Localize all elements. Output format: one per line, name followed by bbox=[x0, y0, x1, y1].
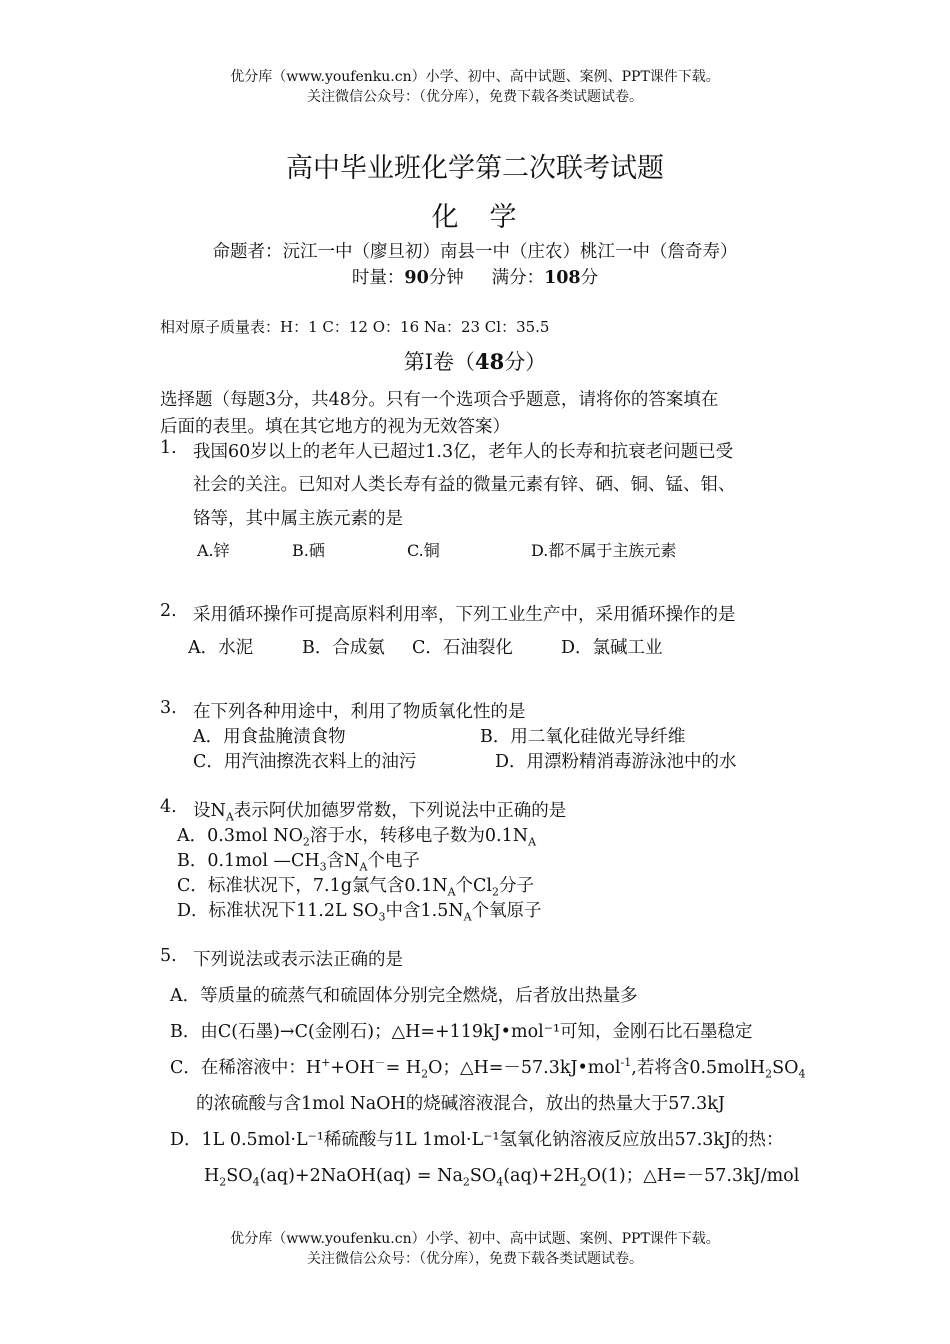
q5-option-d-line-2: $H_2SO_4(aq)+2NaOH(aq) = Na_2SO_4(aq)+2H_2O(1)$；△H=－57.3kJ/mol bbox=[204, 1166, 800, 1189]
q1-line-1: 我国60岁以上的老年人已超过1.3亿，老年人的长寿和抗衰老问题已受 bbox=[193, 442, 734, 462]
q1-number: 1. bbox=[160, 438, 177, 458]
q5-number: 5. bbox=[160, 946, 177, 966]
time-label: 时量： bbox=[351, 268, 405, 288]
q4-option-a: A．0.3mol $NO_2$溶于水，转移电子数为$0.1N_A$ bbox=[177, 826, 537, 849]
q1-option-a: A.锌 bbox=[197, 541, 230, 560]
instructions-line-2: 后面的表里。填在其它地方的视为无效答案） bbox=[160, 417, 510, 437]
q5-option-a: A．等质量的硫蒸气和硫固体分别完全燃烧，后者放出热量多 bbox=[170, 986, 638, 1006]
q2-option-d: D．氯碱工业 bbox=[561, 638, 663, 658]
authors-line: 命题者：沅江一中（廖旦初）南县一中（庄农）桃江一中（詹奇寿） bbox=[212, 242, 738, 262]
time-score-line bbox=[0, 264, 950, 289]
q4-number: 4. bbox=[160, 797, 177, 817]
q2-option-a: A．水泥 bbox=[188, 638, 254, 658]
q3-option-d: D．用漂粉精消毒游泳池中的水 bbox=[495, 752, 737, 772]
time-unit: 分钟 bbox=[428, 268, 464, 288]
score-value: 108 bbox=[544, 268, 581, 288]
header-line-1: 优分库（www.youfenku.cn）小学、初中、高中试题、案例、PPT课件下载。 bbox=[230, 69, 720, 85]
exam-title: 高中毕业班化学第二次联考试题 bbox=[286, 153, 664, 184]
q1-line-3: 铬等，其中属主族元素的是 bbox=[193, 509, 403, 529]
q3-option-b: B．用二氧化硅做光导纤维 bbox=[480, 727, 686, 747]
q1-option-b: B.硒 bbox=[292, 541, 325, 560]
section-title: 第Ⅰ卷（48分） bbox=[403, 349, 547, 374]
score-label: 满分： bbox=[491, 268, 545, 288]
q2-text: 采用循环操作可提高原料利用率，下列工业生产中，采用循环操作的是 bbox=[193, 605, 736, 625]
q1-option-c: C.铜 bbox=[407, 541, 440, 560]
score-unit: 分 bbox=[580, 268, 599, 288]
q2-number: 2. bbox=[160, 601, 177, 621]
q5-text: 下列说法或表示法正确的是 bbox=[193, 950, 403, 970]
header-line-2: 关注微信公众号：（优分库），免费下载各类试题试卷。 bbox=[307, 89, 643, 105]
footer-line-2: 关注微信公众号：（优分库），免费下载各类试题试卷。 bbox=[307, 1251, 643, 1267]
q5-option-c-line-1: C．在稀溶液中：$H^++OH^-= H_2O$；△H=－57.3kJ•mol$^{-1}$,若将含$0.5molH_2SO_4$ bbox=[170, 1056, 806, 1081]
q3-text: 在下列各种用途中，利用了物质氧化性的是 bbox=[193, 702, 526, 722]
q3-number: 3. bbox=[160, 698, 177, 718]
subject-title: 化 学 bbox=[431, 202, 519, 233]
q3-option-c: C．用汽油擦洗衣料上的油污 bbox=[193, 752, 417, 772]
q1-option-d: D.都不属于主族元素 bbox=[531, 541, 677, 560]
q5-option-d-line-1: D．1L 0.5mol·L⁻¹稀硫酸与1L 1mol·L⁻¹氢氧化钠溶液反应放出57.3kJ的热： bbox=[170, 1130, 784, 1150]
q5-option-c-line-2: 的浓硫酸与含1mol NaOH的烧碱溶液混合，放出的热量大于57.3kJ bbox=[196, 1094, 725, 1114]
q4-option-c: C．标准状况下，7.1g氯气含$0.1N_A$个$Cl_2$分子 bbox=[177, 876, 535, 899]
atomic-mass-table: 相对原子质量表：H：1 C：12 O：16 Na：23 Cl：35.5 bbox=[160, 318, 550, 336]
footer-line-1: 优分库（www.youfenku.cn）小学、初中、高中试题、案例、PPT课件下载。 bbox=[230, 1231, 720, 1247]
q4-text: 设$N_A$表示阿伏加德罗常数，下列说法中正确的是 bbox=[193, 801, 567, 824]
q3-option-a: A．用食盐腌渍食物 bbox=[193, 727, 346, 747]
q1-line-2: 社会的关注。已知对人类长寿有益的微量元素有锌、硒、铜、锰、钼、 bbox=[193, 475, 736, 495]
instructions-line-1: 选择题（每题3分，共48分。只有一个选项合乎题意，请将你的答案填在 bbox=[160, 390, 719, 410]
q5-option-b: B．由C(石墨)→C(金刚石)；△H=+119kJ•mol⁻¹可知，金刚石比石墨稳定 bbox=[170, 1022, 753, 1042]
q2-option-b: B．合成氨 bbox=[302, 638, 385, 658]
time-value: 90 bbox=[404, 268, 429, 288]
q4-option-b: B．0.1mol $—CH_3$含$N_A$个电子 bbox=[177, 851, 420, 874]
q4-option-d: D．标准状况下11.2L $SO_3$中含$1.5N_A$个氧原子 bbox=[177, 901, 542, 924]
q2-option-c: C．石油裂化 bbox=[412, 638, 513, 658]
